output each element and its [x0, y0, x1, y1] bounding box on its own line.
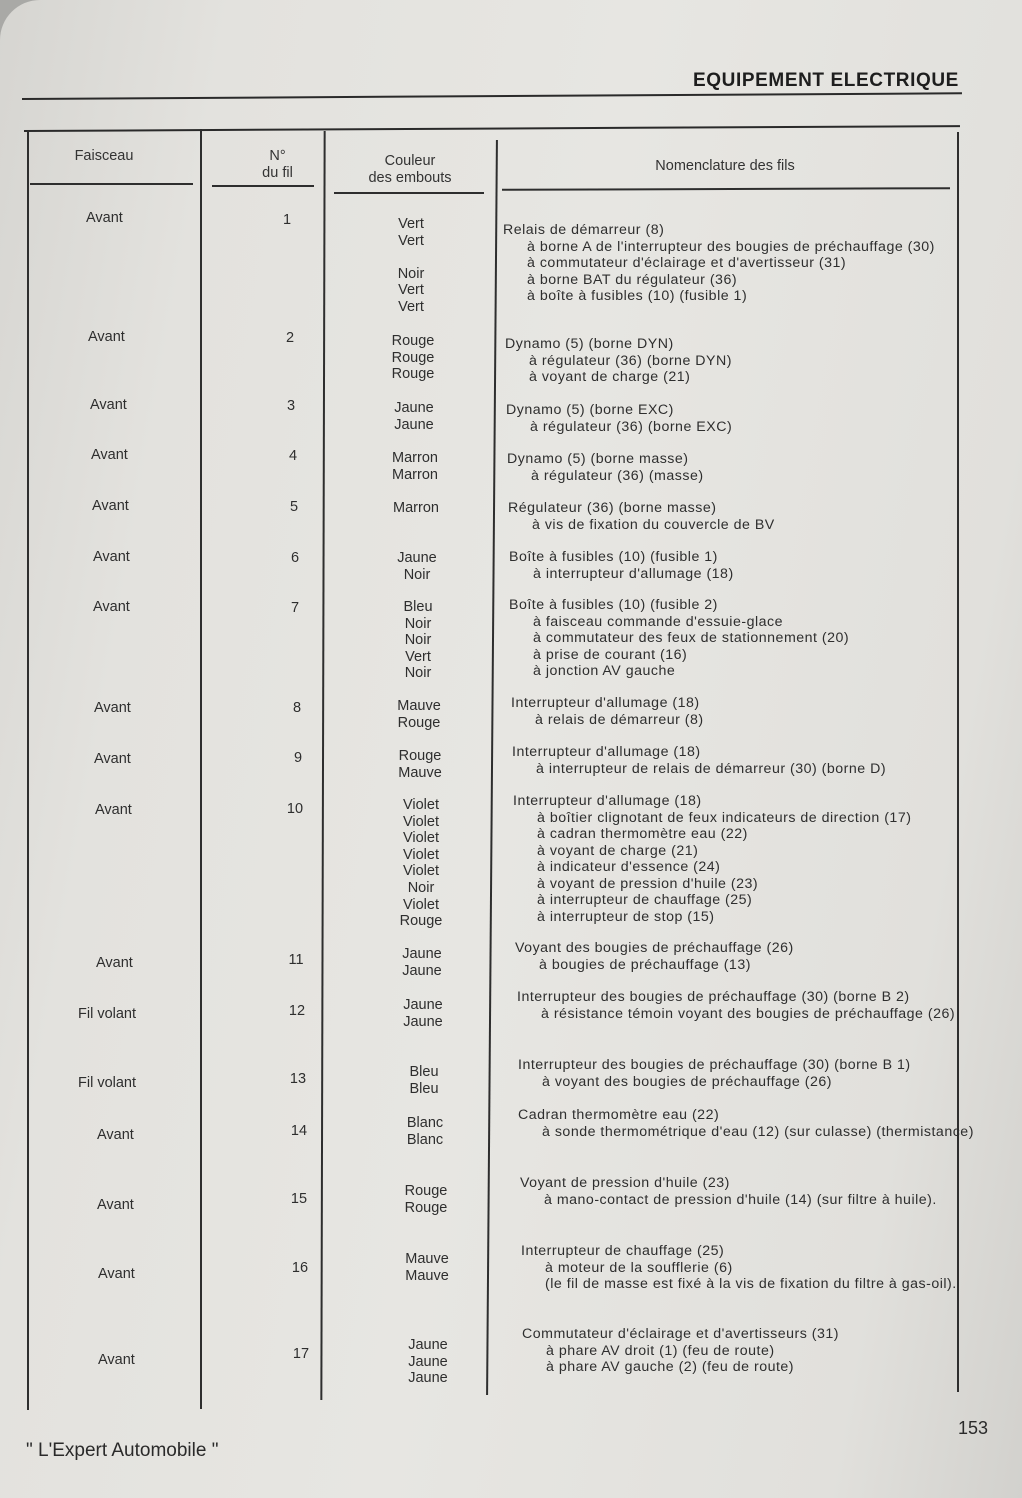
row-11-sub-1: à bougies de préchauffage (13): [539, 956, 751, 973]
row-15-sub-1: à mano-contact de pression d'huile (14) (sur filtre à huile).: [544, 1191, 937, 1208]
row-3-color-1: Jaune: [394, 400, 434, 416]
row-14-sub-1: à sonde thermométrique d'eau (12) (sur culasse) (thermistance): [542, 1123, 974, 1140]
col-header-nomenclature-label: Nomenclature des fils: [655, 158, 795, 174]
row-12-number: 12: [288, 1003, 306, 1019]
row-4-sub-1: à régulateur (36) (masse): [531, 467, 704, 484]
row-1-sub-1: à borne A de l'interrupteur des bougies de préchauffage (30): [527, 238, 935, 255]
row-16-faisceau: Avant: [98, 1266, 135, 1282]
row-1-faisceau: Avant: [86, 210, 123, 226]
row-1-colors: [361, 216, 461, 316]
row-17-lead: Commutateur d'éclairage et d'avertisseurs (31): [522, 1326, 840, 1342]
column-divider-left-edge: [27, 132, 29, 1410]
row-4-nomenclature: [507, 451, 969, 484]
row-17-color-3: Jaune: [408, 1370, 448, 1387]
row-10-sub-3: à voyant de charge (21): [537, 842, 699, 859]
row-8-colors: [369, 698, 469, 731]
row-17-number: 17: [292, 1346, 310, 1362]
row-3-number: 3: [286, 398, 296, 414]
row-12-lead: Interrupteur des bougies de préchauffage (30) (borne B 2): [517, 989, 910, 1005]
row-1-color-1: Vert: [398, 216, 424, 232]
row-17-color-1: Jaune: [408, 1337, 448, 1353]
row-14-faisceau: Avant: [97, 1127, 134, 1143]
col-header-couleur: [340, 153, 480, 187]
row-13-color-1: Bleu: [409, 1064, 439, 1080]
row-3-sub-1: à régulateur (36) (borne EXC): [530, 418, 733, 435]
row-7-sub-1: à faisceau commande d'essuie-glace: [533, 613, 783, 630]
row-1-color-5: Vert: [398, 282, 424, 299]
row-11-faisceau: Avant: [96, 955, 133, 971]
row-1-sub-3: à borne BAT du régulateur (36): [527, 271, 738, 288]
row-7-color-1: Bleu: [403, 599, 433, 615]
row-6-lead: Boîte à fusibles (10) (fusible 1): [509, 549, 718, 565]
row-15-color-2: Rouge: [404, 1199, 448, 1216]
row-17-sub-1: à phare AV droit (1) (feu de route): [546, 1342, 775, 1359]
row-14-color-1: Blanc: [406, 1115, 444, 1131]
row-11-lead: Voyant des bougies de préchauffage (26): [515, 940, 794, 956]
row-10-sub-1: à boîtier clignotant de feux indicateurs de direction (17): [537, 809, 912, 826]
row-12-color-2: Jaune: [403, 1013, 443, 1030]
row-3-color-2: Jaune: [394, 416, 434, 433]
row-10-color-3: Violet: [402, 830, 439, 847]
row-7-color-2: Noir: [404, 615, 432, 632]
row-7-colors: [368, 599, 468, 682]
row-14-colors: [375, 1115, 475, 1148]
row-10-sub-7: à interrupteur de stop (15): [537, 908, 715, 925]
row-10-color-4: Violet: [402, 846, 439, 863]
row-13-lead: Interrupteur des bougies de préchauffage (30) (borne B 1): [518, 1057, 911, 1073]
row-8-nomenclature: [511, 695, 973, 728]
page-number: 153: [958, 1418, 989, 1438]
row-1-sub-4: à boîte à fusibles (10) (fusible 1): [527, 288, 748, 304]
header-underline-nomenclature: [502, 187, 950, 191]
row-10-faisceau: Avant: [95, 802, 132, 818]
row-17-faisceau: Avant: [98, 1352, 135, 1368]
row-11-color-2: Jaune: [402, 962, 442, 979]
row-9-nomenclature: [512, 744, 974, 777]
col-header-no-line1: N°: [269, 148, 286, 164]
row-16-sub-1: à moteur de la soufflerie (6): [545, 1259, 733, 1276]
row-16-color-1: Mauve: [405, 1251, 449, 1267]
row-10-color-8: Rouge: [399, 913, 443, 930]
row-1-color-6: Vert: [398, 298, 424, 315]
col-header-faisceau-label: Faisceau: [74, 148, 134, 164]
row-9-colors: [370, 748, 470, 781]
row-14-lead: Cadran thermomètre eau (22): [518, 1107, 720, 1123]
row-7-color-4: Vert: [405, 648, 431, 665]
row-6-sub-1: à interrupteur d'allumage (18): [533, 565, 734, 582]
row-13-sub-1: à voyant des bougies de préchauffage (26): [542, 1073, 832, 1090]
row-2-color-3: Rouge: [391, 366, 435, 383]
row-10-color-7: Violet: [402, 896, 439, 913]
row-10-number: 10: [286, 801, 304, 817]
publication-name: " L'Expert Automobile ": [26, 1440, 219, 1461]
col-header-no-line2: du fil: [262, 165, 293, 181]
row-2-nomenclature: [505, 336, 967, 386]
row-10-nomenclature: [513, 793, 975, 925]
row-9-lead: Interrupteur d'allumage (18): [512, 744, 701, 760]
row-3-lead: Dynamo (5) (borne EXC): [506, 402, 674, 418]
row-16-nomenclature: [521, 1243, 983, 1293]
col-header-couleur-line1: Couleur: [384, 153, 436, 169]
row-5-colors: [366, 500, 466, 517]
row-1-color-4: Noir: [397, 265, 425, 282]
row-9-faisceau: Avant: [94, 751, 131, 767]
row-1-nomenclature: [503, 222, 965, 305]
column-divider-3: [486, 140, 498, 1395]
row-4-colors: [365, 450, 465, 483]
row-13-colors: [374, 1064, 474, 1097]
col-header-nomenclature: [590, 158, 860, 175]
row-6-color-1: Jaune: [397, 550, 437, 566]
row-3-colors: [364, 400, 464, 433]
row-10-color-6: Noir: [407, 879, 435, 896]
row-16-number: 16: [291, 1260, 309, 1276]
row-7-sub-3: à prise de courant (16): [533, 646, 688, 663]
row-6-colors: [367, 550, 467, 583]
row-7-sub-4: à jonction AV gauche: [533, 663, 676, 679]
row-5-color-1: Marron: [393, 500, 439, 516]
row-10-sub-2: à cadran thermomètre eau (22): [537, 826, 748, 842]
row-12-colors: [373, 997, 473, 1030]
row-11-colors: [372, 946, 472, 979]
row-8-number: 8: [292, 700, 302, 716]
row-12-sub-1: à résistance témoin voyant des bougies de préchauffage (26): [541, 1005, 956, 1022]
row-4-faisceau: Avant: [91, 447, 128, 463]
row-8-color-2: Rouge: [397, 714, 441, 731]
row-15-lead: Voyant de pression d'huile (23): [520, 1175, 730, 1191]
row-9-color-2: Mauve: [398, 764, 442, 781]
row-12-faisceau: Fil volant: [78, 1006, 137, 1022]
column-divider-2: [320, 131, 325, 1400]
row-10-color-1: Violet: [402, 797, 439, 813]
row-13-number: 13: [289, 1071, 307, 1087]
row-5-sub-1: à vis de fixation du couvercle de BV: [532, 516, 775, 533]
row-5-faisceau: Avant: [92, 498, 129, 514]
row-6-faisceau: Avant: [93, 549, 130, 565]
row-6-nomenclature: [509, 549, 971, 582]
row-7-color-5: Noir: [404, 665, 432, 682]
row-16-sub-2: (le fil de masse est fixé à la vis de fixation du filtre à gas-oil).: [545, 1276, 957, 1292]
row-15-number: 15: [290, 1191, 308, 1207]
section-title: EQUIPEMENT ELECTRIQUE: [693, 70, 959, 91]
col-header-faisceau: [44, 148, 164, 165]
row-7-faisceau: Avant: [93, 599, 130, 615]
row-2-number: 2: [285, 330, 295, 346]
row-16-colors: [377, 1251, 477, 1284]
row-2-color-2: Rouge: [391, 349, 435, 366]
row-2-lead: Dynamo (5) (borne DYN): [505, 336, 674, 352]
row-4-color-2: Marron: [392, 466, 438, 483]
row-15-colors: [376, 1183, 476, 1216]
row-13-faisceau: Fil volant: [78, 1075, 137, 1091]
col-header-couleur-line2: des embouts: [368, 170, 452, 186]
row-11-color-1: Jaune: [402, 946, 442, 962]
row-7-lead: Boîte à fusibles (10) (fusible 2): [509, 597, 718, 613]
row-10-color-5: Violet: [402, 863, 439, 880]
row-8-color-1: Mauve: [397, 698, 441, 714]
row-8-faisceau: Avant: [94, 700, 131, 716]
row-5-nomenclature: [508, 500, 970, 533]
row-17-color-2: Jaune: [408, 1353, 448, 1370]
row-9-color-1: Rouge: [398, 748, 442, 764]
row-1-color-2: Vert: [398, 232, 424, 249]
row-2-colors: [363, 333, 463, 383]
row-8-lead: Interrupteur d'allumage (18): [511, 695, 700, 711]
header-underline-no: [212, 185, 314, 187]
row-7-color-3: Noir: [404, 632, 432, 649]
row-4-number: 4: [288, 448, 298, 464]
row-10-sub-4: à indicateur d'essence (24): [537, 859, 721, 875]
row-3-faisceau: Avant: [90, 397, 127, 413]
row-7-sub-2: à commutateur des feux de stationnement (20): [533, 630, 850, 646]
row-2-sub-2: à voyant de charge (21): [529, 369, 691, 385]
row-2-faisceau: Avant: [88, 329, 125, 345]
row-15-color-1: Rouge: [404, 1183, 448, 1199]
row-10-colors: [371, 797, 471, 930]
row-5-number: 5: [289, 499, 299, 515]
row-6-color-2: Noir: [403, 566, 431, 583]
row-17-nomenclature: [522, 1326, 984, 1376]
row-6-number: 6: [290, 550, 300, 566]
header-underline-faisceau: [30, 183, 193, 185]
header-rule: [22, 92, 962, 100]
row-17-colors: [378, 1337, 478, 1387]
row-13-nomenclature: [518, 1057, 980, 1090]
row-15-nomenclature: [520, 1175, 982, 1208]
row-16-color-2: Mauve: [405, 1267, 449, 1284]
row-2-color-1: Rouge: [391, 333, 435, 349]
row-17-sub-2: à phare AV gauche (2) (feu de route): [546, 1359, 795, 1375]
row-12-nomenclature: [517, 989, 979, 1022]
row-4-lead: Dynamo (5) (borne masse): [507, 451, 689, 467]
row-9-sub-1: à interrupteur de relais de démarreur (30) (borne D): [536, 760, 887, 777]
row-7-nomenclature: [509, 597, 971, 680]
col-header-no: [230, 148, 325, 182]
row-9-number: 9: [293, 750, 303, 766]
row-10-color-2: Violet: [402, 813, 439, 830]
row-1-lead: Relais de démarreur (8): [503, 222, 665, 238]
row-13-color-2: Bleu: [409, 1080, 439, 1097]
row-1-sub-2: à commutateur d'éclairage et d'avertisseur (31): [527, 255, 847, 271]
row-10-lead: Interrupteur d'allumage (18): [513, 793, 702, 809]
column-divider-1: [200, 129, 202, 1409]
row-3-nomenclature: [506, 402, 968, 435]
row-14-nomenclature: [518, 1107, 980, 1140]
row-16-lead: Interrupteur de chauffage (25): [521, 1243, 725, 1259]
row-5-lead: Régulateur (36) (borne masse): [508, 500, 717, 516]
row-14-color-2: Blanc: [406, 1131, 444, 1148]
row-8-sub-1: à relais de démarreur (8): [535, 711, 704, 728]
row-11-number: 11: [288, 952, 304, 968]
table-top-rule: [24, 125, 960, 132]
row-2-sub-1: à régulateur (36) (borne DYN): [529, 352, 732, 369]
row-1-color-gap: [361, 249, 461, 266]
row-4-color-1: Marron: [392, 450, 438, 466]
row-14-number: 14: [290, 1123, 308, 1139]
row-10-sub-6: à interrupteur de chauffage (25): [537, 892, 753, 908]
row-12-color-1: Jaune: [403, 997, 443, 1013]
row-15-faisceau: Avant: [97, 1197, 134, 1213]
row-11-nomenclature: [515, 940, 977, 973]
row-1-number: 1: [282, 212, 292, 228]
row-7-number: 7: [290, 600, 300, 616]
row-10-sub-5: à voyant de pression d'huile (23): [537, 875, 759, 892]
header-underline-couleur: [334, 192, 484, 194]
